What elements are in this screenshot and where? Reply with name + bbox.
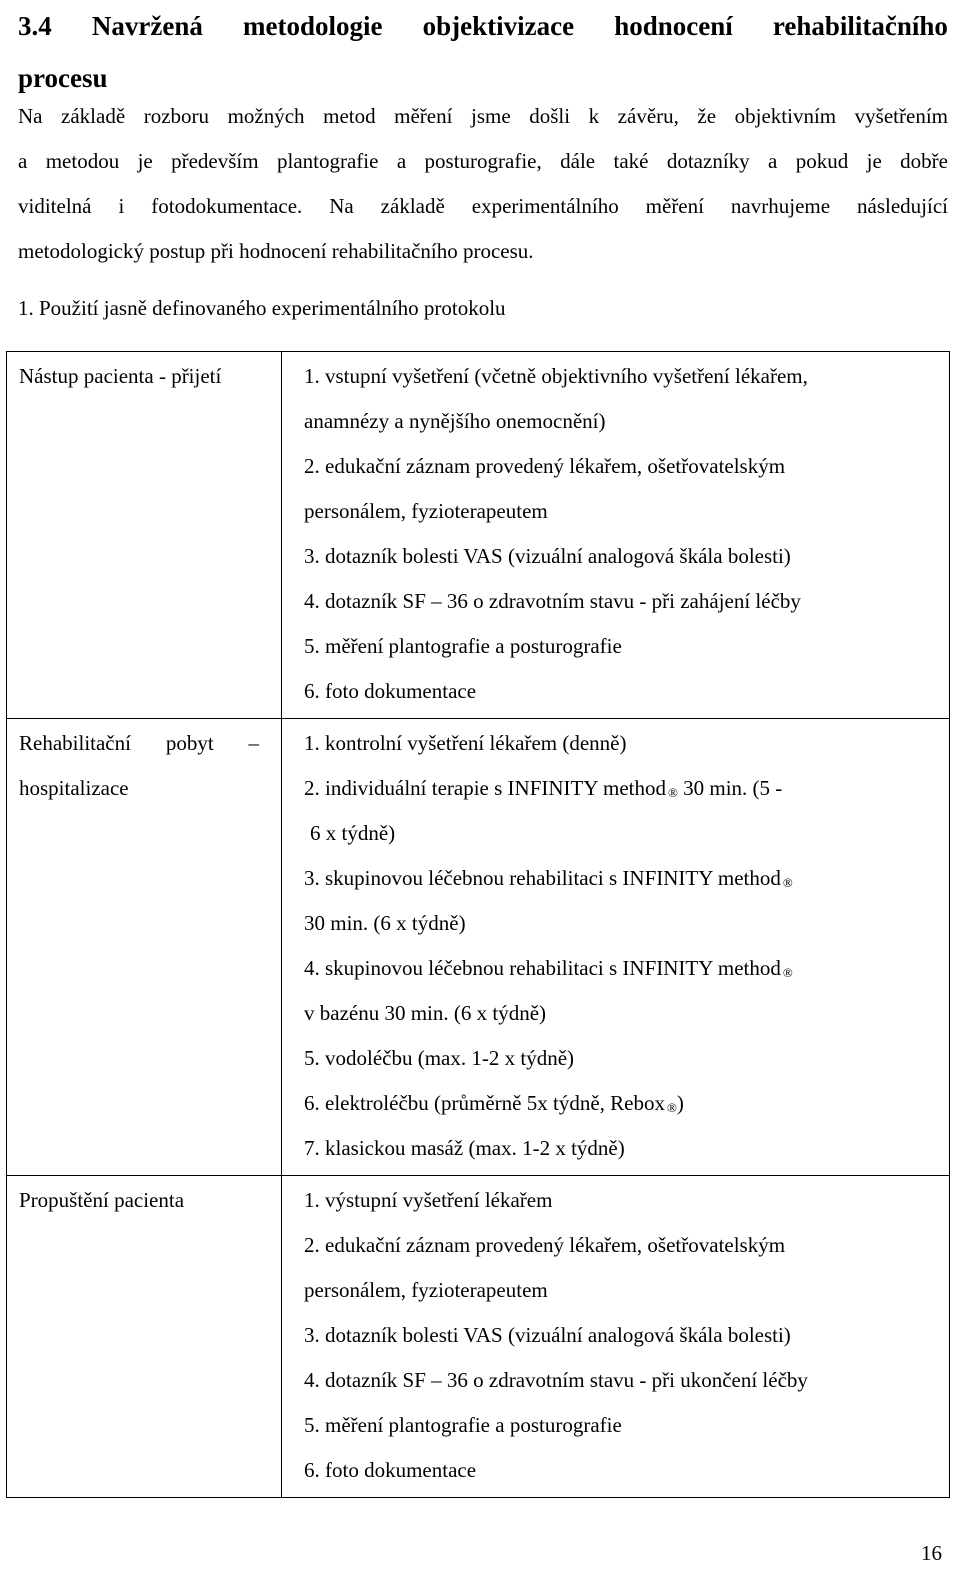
stage-steps-cell xyxy=(282,352,950,719)
protocol-title: 1. Použití jasně definovaného experimentálního protokolu xyxy=(18,296,506,320)
stage-steps-cell xyxy=(282,1176,950,1498)
stage-label: Nástup pacienta - přijetí xyxy=(19,364,222,388)
intro-line: metodologický postup při hodnocení rehabilitačního procesu. xyxy=(18,239,534,263)
list-item: 5. vodoléčbu (max. 1-2 x týdně) xyxy=(304,1046,575,1070)
section-title-word: objektivizace xyxy=(422,11,575,41)
intro-paragraph xyxy=(18,94,948,274)
list-item: 4. skupinovou léčebnou rehabilitaci s INFINITY method ® v bazénu 30 min. (6 x týdně) xyxy=(304,956,793,1025)
list-item: 3. dotazník bolesti VAS (vizuální analogová škála bolesti) xyxy=(304,1323,791,1347)
list-item: 1. výstupní vyšetření lékařem xyxy=(304,1188,553,1212)
registered-mark-icon: ® xyxy=(782,875,793,890)
stage-steps-cell xyxy=(282,719,950,1176)
list-item: 2. edukační záznam provedený lékařem, ošetřovatelským personálem, fyzioterapeutem xyxy=(304,1233,786,1302)
registered-mark-icon: ® xyxy=(667,785,678,800)
list-item: 6. foto dokumentace xyxy=(304,679,477,703)
section-heading-line-1 xyxy=(18,0,948,52)
page-number: 16 xyxy=(921,1541,942,1565)
list-item: 2. individuální terapie s INFINITY method ® 30 min. (5 - 6 x týdně) xyxy=(304,776,783,845)
section-heading xyxy=(18,0,948,104)
list-item: 1. kontrolní vyšetření lékařem (denně) xyxy=(304,731,627,755)
registered-mark-icon: ® xyxy=(666,1100,677,1115)
list-item: 3. skupinovou léčebnou rehabilitaci s INFINITY method ® 30 min. (6 x týdně) xyxy=(304,866,793,935)
list-item: 6. foto dokumentace xyxy=(304,1458,477,1482)
list-item: 4. dotazník SF – 36 o zdravotním stavu - při zahájení léčby xyxy=(304,589,801,613)
intro-line: a metodou je především plantografie a posturografie, dále také dotazníky a pokud je dobře xyxy=(18,149,948,173)
section-title-word: Navržená xyxy=(91,11,203,41)
intro-line: viditelná i fotodokumentace. Na základě experimentálního měření navrhujeme následující xyxy=(18,194,948,218)
section-number: 3.4 xyxy=(18,11,52,41)
section-title-word: hodnocení xyxy=(614,11,733,41)
list-item: 4. dotazník SF – 36 o zdravotním stavu - při ukončení léčby xyxy=(304,1368,808,1392)
stage-label: Propuštění pacienta xyxy=(19,1188,185,1212)
table-row xyxy=(7,1176,950,1498)
stage-label-cell xyxy=(7,352,282,719)
table-row xyxy=(7,719,950,1176)
list-item: 2. edukační záznam provedený lékařem, ošetřovatelským personálem, fyzioterapeutem xyxy=(304,454,786,523)
table-row xyxy=(7,352,950,719)
list-item: 7. klasickou masáž (max. 1-2 x týdně) xyxy=(304,1136,625,1160)
list-item: 1. vstupní vyšetření (včetně objektivního vyšetření lékařem, anamnézy a nynějšího onemocnění) xyxy=(304,364,808,433)
list-item: 5. měření plantografie a posturografie xyxy=(304,1413,622,1437)
stage-label-cell xyxy=(7,719,282,1176)
list-item: 6. elektroléčbu (průměrně 5x týdně, Rebox ®) xyxy=(304,1091,684,1115)
registered-mark-icon: ® xyxy=(782,965,793,980)
list-item: 5. měření plantografie a posturografie xyxy=(304,634,622,658)
stage-label: Rehabilitační pobyt – hospitalizace xyxy=(19,731,259,800)
section-title-end: procesu xyxy=(18,63,108,93)
section-title-word: rehabilitačního xyxy=(772,11,948,41)
intro-line: Na základě rozboru možných metod měření jsme došli k závěru, že objektivním vyšetřením xyxy=(18,104,948,128)
stage-label-cell xyxy=(7,1176,282,1498)
section-title-word: metodologie xyxy=(243,11,383,41)
list-item: 3. dotazník bolesti VAS (vizuální analogová škála bolesti) xyxy=(304,544,791,568)
protocol-table xyxy=(6,351,950,1498)
